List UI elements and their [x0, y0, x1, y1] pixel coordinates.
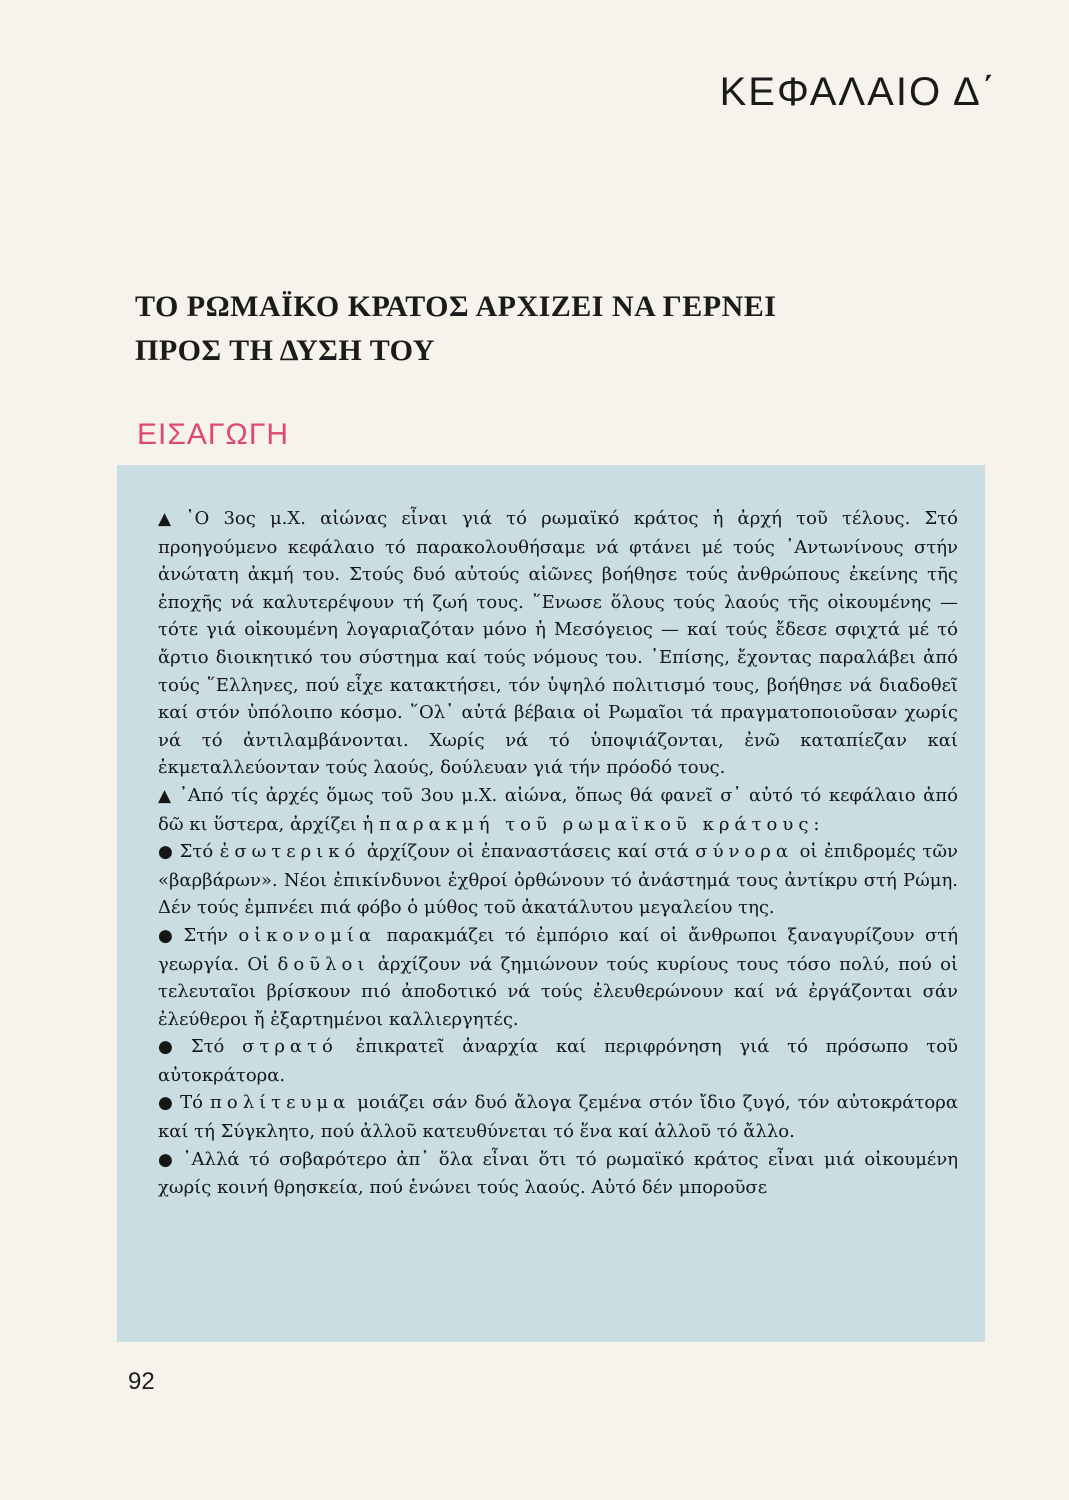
spaced-emphasis: ἐσωτερικό	[219, 841, 361, 863]
paragraph-2-text: ᾿Από τίς ἀρχές ὅμως τοῦ 3ου μ.Χ. αἰώνα, ὅπως θά φανεῖ σ᾿ αὐτό τό κεφάλαιο ἀπό δῶ κι ὕστερα, ἀρχίζει ἡ	[158, 784, 958, 835]
paragraph-2-colon: :	[813, 813, 820, 835]
triangle-marker-icon: ▲	[158, 509, 180, 529]
bullet-item-exterior	[158, 838, 958, 922]
bullet-text: Στό	[190, 1036, 243, 1058]
paragraph-2	[158, 782, 958, 838]
page-title	[135, 285, 955, 373]
bullet-text: Στό	[179, 841, 220, 863]
bullet-text: ἀρχίζουν νά ζημιώνουν τούς κυρίους τους τόσο πολύ, πού οἱ τελευταῖοι βρίσκουν πιό ἀποδοτικό νά τούς ἐλευθερώνουν καί νά ἐργάζονται σάν ἐλεύθεροι ἤ ἐξαρτημένοι καλλιεργητές.	[158, 953, 959, 1030]
bullet-icon: ●	[158, 925, 178, 946]
bullet-text: Στήν	[183, 924, 239, 946]
paragraph-1	[158, 505, 958, 782]
bullet-text: ᾿Αλλά τό σοβαρότερο ἀπ᾿ ὅλα εἶναι ὅτι τό ρωμαϊκό κράτος εἶναι μιά οἰκουμένη χωρίς κοινή θρησκεία, πού ἑνώνει τούς λαούς. Αὐτό δέν μποροῦσε	[158, 1148, 958, 1199]
spaced-emphasis: παρακμή τοῦ ρωμαϊκοῦ κράτους	[379, 813, 814, 835]
spaced-emphasis: οἰκονομία	[238, 924, 377, 946]
triangle-marker-icon: ▲	[158, 785, 173, 806]
spaced-emphasis: δοῦλοι	[277, 953, 370, 975]
section-heading: ΕΙΣΑΓΩΓΗ	[137, 418, 290, 451]
bullet-icon: ●	[158, 1037, 185, 1058]
bullet-text: Τό	[180, 1092, 211, 1114]
bullet-text: παρακμάζει τό ἐμπόριο καί οἱ ἄνθρωποι ξαναγυρίζουν στή γεωργία. Οἱ	[158, 924, 958, 975]
title-line-1: ΤΟ ΡΩΜΑΪΚΟ ΚΡΑΤΟΣ ΑΡΧΙΖΕΙ ΝΑ ΓΕΡΝΕΙ	[135, 290, 777, 323]
spaced-emphasis: σύνορα	[695, 841, 794, 863]
body-text	[158, 505, 958, 1202]
bullet-item-religion	[158, 1146, 958, 1202]
bullet-item-army	[158, 1033, 958, 1089]
bullet-icon: ●	[158, 1093, 175, 1114]
bullet-text: ἐπικρατεῖ ἀναρχία καί περιφρόνηση γιά τό πρόσωπο τοῦ αὐτοκράτορα.	[158, 1036, 958, 1086]
spaced-emphasis: πολίτευμα	[210, 1092, 351, 1114]
paragraph-1-text: ῾Ο 3ος μ.Χ. αἰώνας εἶναι γιά τό ρωμαϊκό κράτος ἡ ἀρχή τοῦ τέλους. Στό προηγούμενο κεφάλαιο τό παρακολουθήσαμε νά φτάνει μέ τούς ᾿Αντωνίνους στήν ἀνώτατη ἀκμή του. Στούς δυό αὐτούς αἰῶνες βοήθησε τούς ἀνθρώπους ἐκείνης τῆς ἐποχῆς νά καλυτερέψουν τή ζωή τους. ῞Ενωσε ὅλους τούς λαούς τῆς οἰκουμένης — τότε γιά οἰκουμένη λογαριαζόταν μόνο ἡ Μεσόγειος — καί τούς ἔδεσε σφιχτά μέ τό ἄρτιο διοικητικό του σύστημα καί τούς νόμους του. ᾿Επίσης, ἔχοντας παραλάβει ἀπό τούς ῞Ελληνες, πού εἶχε κατακτήσει, τόν ὑψηλό πολιτισμό τους, βοήθησε νά διαδοθεῖ καί στόν ὑπόλοιπο κόσμο. ῞Ολ᾿ αὐτά βέβαια οἱ Ρωμαῖοι τά πραγματοποιοῦσαν χωρίς νά τό ἀντιλαμβάνονται. Χωρίς νά τό ὑποψιάζονται, ἐνῶ καταπίεζαν καί ἐκμεταλλεύονταν τούς λαούς, δούλευαν γιά τήν πρόοδό τους.	[158, 508, 958, 779]
bullet-icon: ●	[158, 1149, 177, 1170]
spaced-emphasis: στρατό	[242, 1036, 338, 1058]
bullet-icon: ●	[158, 842, 174, 863]
page-number: 92	[128, 1368, 155, 1395]
bullet-text: ἀρχίζουν οἱ ἐπαναστάσεις καί στά	[360, 841, 696, 863]
title-line-2: ΠΡΟΣ ΤΗ ΔΥΣΗ ΤΟΥ	[135, 334, 435, 367]
bullet-text: οἱ ἐπιδρομές τῶν «βαρβάρων». Νέοι ἐπικίνδυνοι ἐχθροί ὀρθώνουν τό ἀνάστημά τους ἀντίκρυ στή Ρώμη. Δέν τούς ἐμπνέει πιά φόβο ὁ μύθος τοῦ ἀκατάλυτου μεγαλείου της.	[158, 841, 958, 919]
bullet-text: μοιάζει σάν δυό ἄλογα ζεμένα στόν ἴδιο ζυγό, τόν αὐτοκράτορα καί τή Σύγκλητο, πού ἀλλοῦ κατευθύνεται τό ἕνα καί ἀλλοῦ τό ἄλλο.	[158, 1092, 958, 1143]
bullet-item-polity	[158, 1089, 958, 1145]
bullet-item-economy	[158, 922, 958, 1033]
chapter-heading: ΚΕΦΑΛΑΙΟ Δ΄	[719, 70, 997, 114]
